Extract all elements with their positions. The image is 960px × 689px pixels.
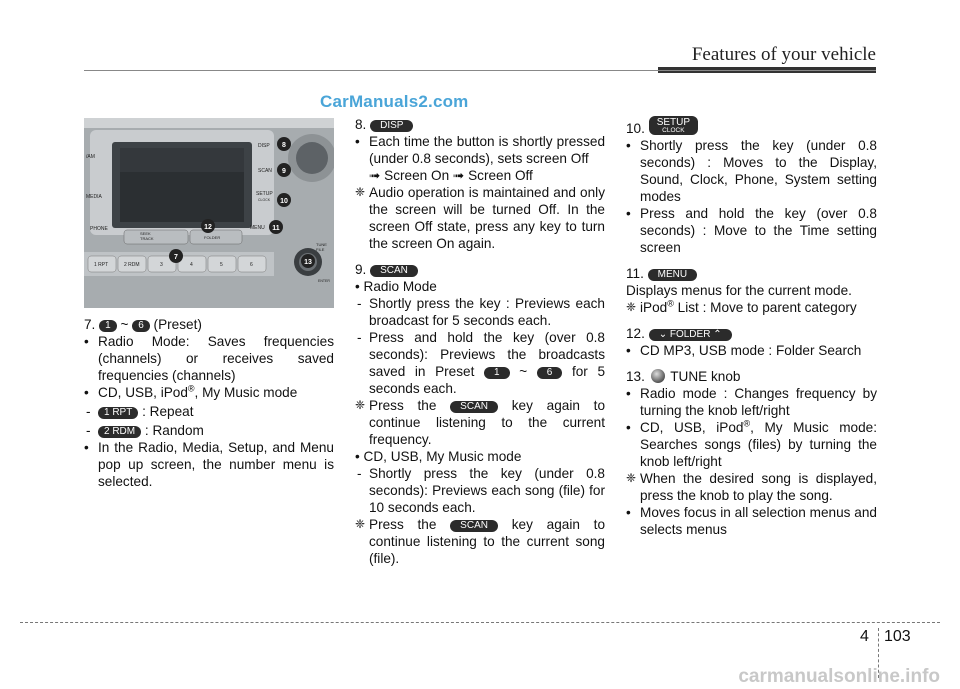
tune-radio: • Radio mode : Changes frequency by turning the knob left/right bbox=[626, 385, 877, 419]
panel-phone-label: PHONE bbox=[90, 226, 108, 232]
item-12-heading: 12. ⌄ FOLDER ⌃ bbox=[626, 325, 877, 342]
page-number: 103 bbox=[884, 628, 911, 645]
item-8-heading: 8. DISP bbox=[355, 116, 605, 133]
panel-am-label: /AM bbox=[86, 154, 95, 160]
scan-short-press: - Shortly press the key : Previews each broadcast for 5 seconds each. bbox=[355, 295, 605, 329]
chapter-number: 4 bbox=[860, 628, 869, 645]
disp-note: ❈ Audio operation is maintained and only the screen will be turned Off. In the screen Off state, press any key to turn the screen On again. bbox=[355, 184, 605, 252]
preset-1-key: 1 bbox=[99, 320, 117, 332]
disp-key: DISP bbox=[370, 120, 413, 132]
callout-12: 12 bbox=[204, 224, 212, 231]
rdm-key: 2 RDM bbox=[98, 426, 141, 438]
panel-clock-label: CLOCK bbox=[258, 198, 271, 202]
scan-note-radio: ❈ Press the SCAN key again to continue listening to the current frequency. bbox=[355, 397, 605, 448]
folder-bullet: • CD MP3, USB mode : Folder Search bbox=[626, 342, 877, 359]
callout-8: 8 bbox=[282, 142, 286, 149]
folder-key: ⌄ FOLDER ⌃ bbox=[649, 329, 732, 341]
item-13-heading: 13. TUNE knob bbox=[626, 369, 741, 384]
item-7-heading: 7. 1 ~ 6 (Preset) bbox=[84, 317, 202, 332]
page-header-title: Features of your vehicle bbox=[691, 44, 876, 65]
panel-scan-label: SCAN bbox=[258, 168, 272, 174]
setup-key: SETUP CLOCK bbox=[649, 116, 698, 135]
cd-mode-heading: • CD, USB, My Music mode bbox=[355, 449, 522, 464]
watermark-bottom: carmanualsonline.info bbox=[738, 666, 940, 687]
panel-file-label: FILE bbox=[316, 247, 325, 252]
watermark-top: CarManuals2.com bbox=[320, 92, 469, 111]
tune-focus: • Moves focus in all selection menus and selects menus bbox=[626, 504, 877, 538]
panel-setup-label: SETUP bbox=[256, 191, 273, 197]
callout-10: 10 bbox=[280, 198, 288, 205]
tune-cd: • CD, USB, iPod®, My Music mode: Searches songs (files) by turning the knob left/right bbox=[626, 419, 877, 470]
panel-disp-label: DISP bbox=[258, 143, 270, 149]
tune-note: ❈ When the desired song is displayed, press the knob to play the song. bbox=[626, 470, 877, 504]
panel-media-label: MEDIA bbox=[86, 194, 102, 200]
callout-13: 13 bbox=[304, 259, 312, 266]
preset-6-label: 6 bbox=[250, 262, 253, 268]
radio-mode-heading: • Radio Mode bbox=[355, 279, 437, 294]
random-line: - 2 RDM : Random bbox=[84, 422, 334, 439]
menu-ipod-note: ❈ iPod® List : Move to parent category bbox=[626, 299, 877, 316]
item-9-heading: 9. SCAN bbox=[355, 261, 605, 278]
preset-2-label: 2 RDM bbox=[124, 262, 140, 268]
scan-note-cd: ❈ Press the SCAN key again to continue listening to the current song (file). bbox=[355, 516, 605, 567]
panel-enter-label: ENTER bbox=[318, 279, 330, 283]
preset-5-label: 5 bbox=[220, 262, 223, 268]
rpt-key: 1 RPT bbox=[98, 407, 138, 419]
column-3 bbox=[626, 116, 877, 538]
panel-seek-label: SEEK bbox=[140, 231, 151, 236]
menu-desc: Displays menus for the current mode. bbox=[626, 283, 852, 298]
repeat-line: - 1 RPT : Repeat bbox=[84, 403, 334, 420]
item-11-heading: 11. MENU bbox=[626, 265, 877, 282]
preset-3-label: 3 bbox=[160, 262, 163, 268]
panel-folder-label: FOLDER bbox=[204, 235, 221, 240]
scan-short-press-cd: - Shortly press the key (under 0.8 seconds): Previews each song (file) for 10 seconds each. bbox=[355, 465, 605, 516]
bullet-number-menu: • In the Radio, Media, Setup, and Menu pop up screen, the number menu is selected. bbox=[84, 439, 334, 490]
column-2 bbox=[355, 116, 605, 567]
panel-tune-label: TUNE bbox=[316, 242, 327, 247]
preset-4-label: 4 bbox=[190, 262, 193, 268]
disp-cycle: ➟ Screen On ➟ Screen Off bbox=[369, 168, 533, 183]
scan-long-press: - Press and hold the key (over 0.8 seconds): Previews the broadcasts saved in Preset 1 ~ 6 for 5 seconds each. bbox=[355, 329, 605, 397]
panel-menu-label: MENU bbox=[250, 225, 265, 231]
tune-knob-icon bbox=[651, 369, 665, 383]
preset-1-label: 1 RPT bbox=[94, 262, 109, 268]
audio-unit-photo bbox=[84, 118, 334, 308]
panel-track-label: TRACK bbox=[140, 236, 154, 241]
footer-rule bbox=[20, 622, 940, 623]
item-10-heading: 10. SETUP CLOCK bbox=[626, 116, 877, 137]
scan-key: SCAN bbox=[370, 265, 418, 277]
menu-key: MENU bbox=[648, 269, 697, 281]
setup-short-press: • Shortly press the key (under 0.8 seconds) : Moves to the Display, Sound, Clock, Phone, System setting modes bbox=[626, 137, 877, 205]
bullet-cd-usb-ipod: • CD, USB, iPod®, My Music mode bbox=[84, 384, 334, 401]
callout-11: 11 bbox=[272, 225, 280, 232]
column-1 bbox=[84, 316, 334, 490]
bullet-radio-mode: • Radio Mode: Saves frequencies (channels) or receives saved frequencies (channels) bbox=[84, 333, 334, 384]
preset-6-key: 6 bbox=[132, 320, 150, 332]
callout-7: 7 bbox=[174, 254, 178, 261]
header-rule bbox=[84, 70, 876, 71]
callout-9: 9 bbox=[282, 168, 286, 175]
disp-bullet: • Each time the button is shortly pressed (under 0.8 seconds), sets screen Off bbox=[355, 133, 605, 167]
setup-long-press: • Press and hold the key (over 0.8 seconds) : Move to the Time setting screen bbox=[626, 205, 877, 256]
